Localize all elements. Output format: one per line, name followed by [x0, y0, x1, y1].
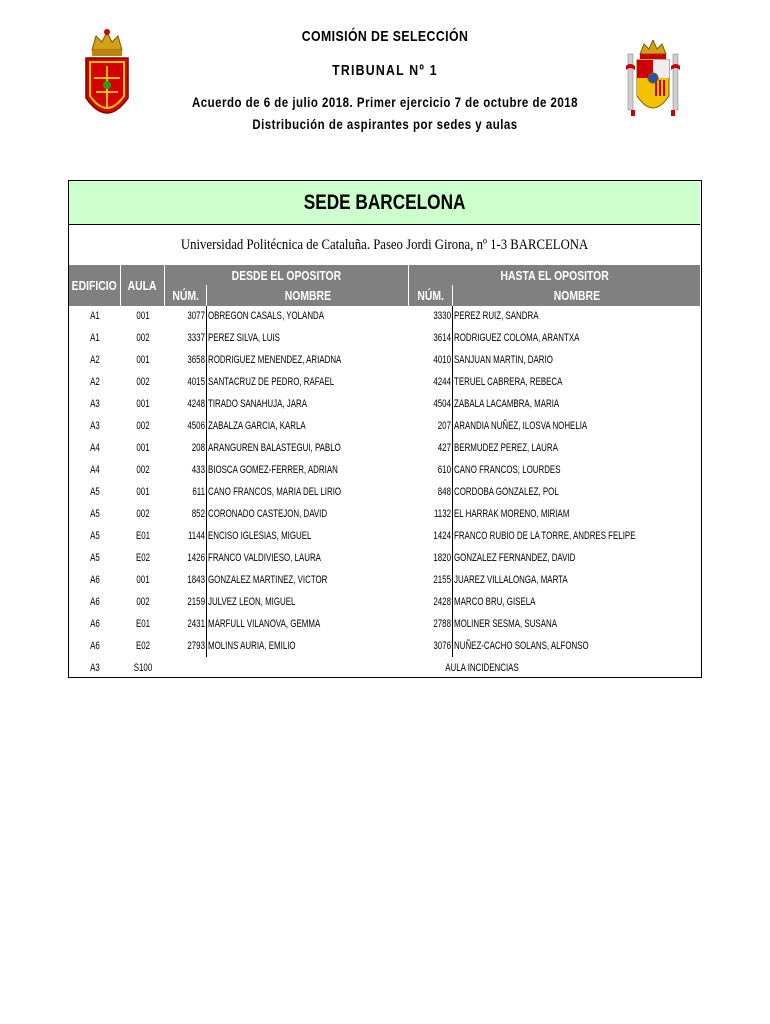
cell-aula: 001 [136, 442, 150, 454]
cell-desde-num: 3337 [187, 332, 205, 344]
cell-hasta-nombre: BERMUDEZ PEREZ, LAURA [454, 442, 558, 454]
header-agreement: Acuerdo de 6 de julio 2018. Primer ejercicio 7 de octubre de 2018 [191, 94, 579, 110]
cell-edificio: A6 [90, 596, 100, 608]
cell-edificio: A2 [90, 376, 100, 388]
cell-desde-nombre: PEREZ SILVA, LUIS [208, 332, 280, 344]
cell-desde-num: 2793 [187, 640, 205, 652]
cell-hasta-num: 3076 [433, 640, 451, 652]
header-edificio-label: EDIFICIO [71, 278, 118, 293]
cell-edificio: A1 [90, 332, 100, 344]
cell-desde-nombre: BIOSCA GOMEZ-FERRER, ADRIAN [208, 464, 338, 476]
table-row [69, 482, 700, 504]
cell-hasta-num: 2155 [433, 574, 451, 586]
cell-desde-nombre: CANO FRANCOS, MARIA DEL LIRIO [208, 486, 342, 498]
spain-coat-of-arms-icon [626, 40, 680, 126]
header-tribunal: TRIBUNAL Nº 1 [332, 62, 438, 79]
header-hasta-label: HASTA EL OPOSITOR [500, 267, 609, 283]
cell-desde-num: 4506 [187, 420, 205, 432]
cell-hasta-nombre: CORDOBA GONZALEZ, POL [454, 486, 559, 498]
cell-aula: 002 [136, 376, 150, 388]
cell-hasta-nombre: CANO FRANCOS, LOURDES [454, 464, 561, 476]
cell-edificio: A6 [90, 640, 100, 652]
header-hasta-num-label: NÚM. [417, 288, 444, 303]
header-desde-label: DESDE EL OPOSITOR [231, 267, 342, 283]
cell-aula: S100 [133, 662, 153, 674]
cell-edificio: A3 [90, 398, 100, 410]
table-row [69, 592, 700, 614]
header-commission: COMISIÓN DE SELECCIÓN [301, 28, 469, 45]
cell-edificio: A4 [90, 464, 100, 476]
cell-hasta-nombre: ZABALA LACAMBRA, MARIA [454, 398, 560, 410]
header-hasta-nombre-label: NOMBRE [553, 288, 600, 303]
cell-hasta-num: 1132 [433, 508, 451, 520]
cell-aula: 002 [136, 596, 150, 608]
cell-edificio: A6 [90, 574, 100, 586]
cell-hasta-nombre: MARCO BRU, GISELA [454, 596, 536, 608]
cell-desde-nombre: MARFULL VILANOVA, GEMMA [208, 618, 321, 630]
cell-edificio: A5 [90, 508, 100, 520]
cell-edificio: A4 [90, 442, 100, 454]
cell-aula: 001 [136, 486, 150, 498]
cell-edificio: A5 [90, 552, 100, 564]
cell-desde-nombre: ENCISO IGLESIAS, MIGUEL [208, 530, 312, 542]
cell-aula: 001 [136, 310, 150, 322]
cell-desde-nombre: FRANCO VALDIVIESO, LAURA [208, 552, 321, 564]
table-row [69, 394, 700, 416]
table-row [69, 548, 700, 570]
header-aula [121, 265, 165, 306]
cell-desde-nombre: ARANGUREN BALASTEGUI, PABLO [208, 442, 341, 454]
cell-edificio: A3 [90, 420, 100, 432]
cell-hasta-nombre: TERUEL CABRERA, REBECA [454, 376, 563, 388]
sede-title-bar [69, 181, 700, 225]
cell-desde-nombre: CORONADO CASTEJON, DAVID [208, 508, 328, 520]
cell-aula: 002 [136, 464, 150, 476]
header-desde-num-label: NÚM. [172, 288, 199, 303]
table-row-incidencias [69, 658, 700, 680]
cell-edificio: A2 [90, 354, 100, 366]
cell-desde-num: 2159 [187, 596, 205, 608]
cell-hasta-nombre: EL HARRAK MORENO, MIRIAM [454, 508, 570, 520]
table-row [69, 350, 700, 372]
table-row [69, 372, 700, 394]
header-hasta-num [409, 285, 453, 306]
header-distribution: Distribución de aspirantes por sedes y aulas [252, 116, 518, 132]
cell-desde-num: 852 [191, 508, 205, 520]
cell-aula: 001 [136, 354, 150, 366]
header-aula-label: AULA [128, 278, 157, 293]
cell-hasta-num: 4244 [433, 376, 451, 388]
cell-hasta-nombre: RODRIGUEZ COLOMA, ARANTXA [454, 332, 580, 344]
cell-hasta-nombre: JUAREZ VILLALONGA, MARTA [454, 574, 568, 586]
cell-aula: E02 [135, 640, 151, 652]
header-desde-num [165, 285, 207, 306]
cell-hasta-nombre: SANJUAN MARTIN, DARIO [454, 354, 553, 366]
header-desde-nombre [207, 285, 409, 306]
cell-desde-nombre: SANTACRUZ DE PEDRO, RAFAEL [208, 376, 335, 388]
cell-hasta-num: 207 [437, 420, 451, 432]
cell-hasta-nombre: ARANDIA NUÑEZ, ILOSVA NOHELIA [454, 420, 588, 432]
cell-desde-num: 3658 [187, 354, 205, 366]
table-row [69, 614, 700, 636]
cell-desde-num: 611 [192, 486, 205, 498]
cell-desde-num: 2431 [187, 618, 205, 630]
cell-edificio: A1 [90, 310, 100, 322]
header-hasta-group [409, 265, 700, 285]
cell-hasta-nombre: NUÑEZ-CACHO SOLANS, ALFONSO [454, 640, 589, 652]
cell-hasta-nombre: FRANCO RUBIO DE LA TORRE, ANDRES FELIPE [454, 530, 636, 542]
cell-aula: 001 [136, 574, 150, 586]
cell-desde-num: 4015 [187, 376, 205, 388]
cell-hasta-num: 4010 [433, 354, 451, 366]
cell-hasta-num: 610 [437, 464, 451, 476]
cell-desde-nombre: RODRIGUEZ MENENDEZ, ARIADNA [208, 354, 342, 366]
cell-hasta-nombre: MOLINER SESMA, SUSANA [454, 618, 557, 630]
table-row [69, 526, 700, 548]
cell-hasta-num: 1424 [433, 530, 451, 542]
location-text: Universidad Politécnica de Cataluña. Paseo Jordi Girona, nº 1-3 BARCELONA [180, 236, 589, 253]
location-bar [69, 225, 700, 265]
incidencias-label: AULA INCIDENCIAS [445, 662, 519, 674]
cell-hasta-num: 3614 [433, 332, 451, 344]
cell-hasta-nombre: GONZALEZ FERNANDEZ, DAVID [454, 552, 576, 564]
cell-edificio: A6 [90, 618, 100, 630]
header-desde-nombre-label: NOMBRE [284, 288, 331, 303]
cell-hasta-num: 2788 [433, 618, 451, 630]
cell-desde-num: 1843 [187, 574, 205, 586]
table-row [69, 504, 700, 526]
cell-hasta-num: 1820 [433, 552, 451, 564]
cell-aula: 002 [136, 508, 150, 520]
cell-hasta-num: 2428 [433, 596, 451, 608]
cell-edificio: A5 [90, 530, 100, 542]
table-row [69, 438, 700, 460]
cell-desde-num: 1144 [187, 530, 205, 542]
table-row [69, 636, 700, 658]
cell-hasta-num: 3330 [433, 310, 451, 322]
cell-aula: 002 [136, 420, 150, 432]
document-header [0, 0, 770, 150]
cell-aula: E02 [135, 552, 151, 564]
table-row [69, 460, 700, 482]
distribution-table [68, 180, 702, 678]
header-desde-group [165, 265, 409, 285]
header-edificio [69, 265, 121, 306]
cell-aula: 001 [136, 398, 150, 410]
cell-desde-num: 3077 [187, 310, 205, 322]
cell-desde-num: 208 [191, 442, 205, 454]
cell-aula: E01 [135, 530, 151, 542]
table-row [69, 570, 700, 592]
cell-desde-nombre: GONZALEZ MARTINEZ, VICTOR [208, 574, 328, 586]
header-hasta-nombre [453, 285, 700, 306]
cell-hasta-num: 848 [437, 486, 451, 498]
cell-desde-nombre: TIRADO SANAHUJA, JARA [208, 398, 308, 410]
table-row [69, 328, 700, 350]
cell-aula: 002 [136, 332, 150, 344]
cell-desde-nombre: OBREGON CASALS, YOLANDA [208, 310, 325, 322]
table-row [69, 416, 700, 438]
cell-desde-num: 4248 [187, 398, 205, 410]
sede-title: SEDE BARCELONA [303, 190, 466, 214]
cell-hasta-num: 4504 [433, 398, 451, 410]
cell-desde-num: 1426 [187, 552, 205, 564]
cell-desde-nombre: MOLINS AURIA, EMILIO [208, 640, 296, 652]
cell-edificio: A3 [90, 662, 100, 674]
cell-edificio: A5 [90, 486, 100, 498]
cell-hasta-nombre: PEREZ RUIZ, SANDRA [454, 310, 539, 322]
cell-desde-nombre: JULVEZ LEON, MIGUEL [208, 596, 296, 608]
cell-hasta-num: 427 [437, 442, 451, 454]
cell-desde-nombre: ZABALZA GARCIA, KARLA [208, 420, 306, 432]
cell-aula: E01 [135, 618, 151, 630]
cell-desde-num: 433 [191, 464, 205, 476]
table-row [69, 306, 700, 328]
